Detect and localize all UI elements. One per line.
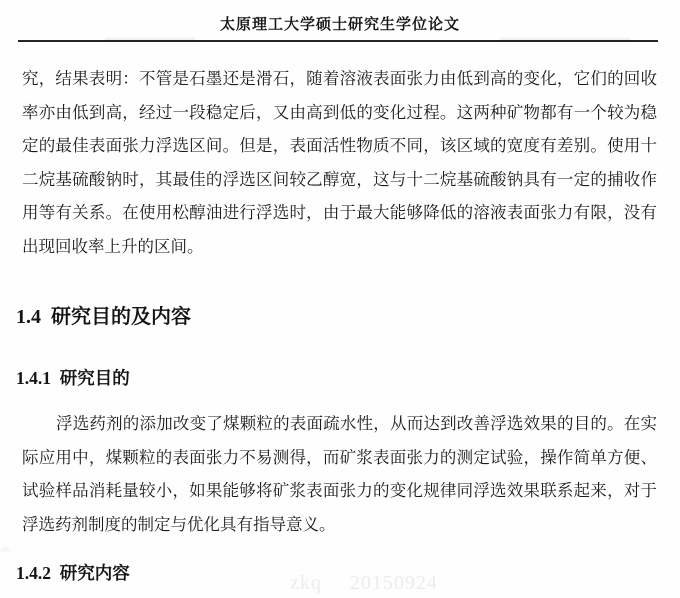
text-line: 浮选药剂的添加改变了煤颗粒的表面疏水性，从而达到改善浮选效果的目的。在实 [56, 414, 657, 433]
text-line: 率亦由低到高，经过一段稳定后，又由高到低的变化过程。这两种矿物都有一个较为稳 [22, 102, 657, 122]
watermark-date: 20150924 [349, 572, 438, 594]
scan-artifact [105, 38, 195, 40]
subsection-heading-1-4-1: 1.4.1 研究目的 [16, 368, 130, 388]
watermark [266, 549, 438, 598]
header-divider-line [18, 40, 658, 42]
text-line: 出现回收率上升的区间。 [22, 236, 204, 256]
text-line: 试验样品消耗量较小，如果能够将矿浆表面张力的变化规律同浮选效果联系起来，对于 [22, 481, 657, 500]
scan-artifact [500, 38, 630, 40]
text-line: 究，结果表明：不管是石墨还是滑石，随着溶液表面张力由低到高的变化，它们的回收 [22, 69, 657, 88]
text-line: 际应用中，煤颗粒的表面张力不易测得，而矿浆表面张力的测定试验，操作简单方便、 [22, 447, 657, 467]
page-header-title: 太原理工大学硕士研究生学位论文 [219, 17, 460, 33]
watermark-name: zkq [290, 572, 322, 594]
text-line: 用等有关系。在使用松醇油进行浮选时，由于最大能够降低的溶液表面张力有限，没有 [22, 203, 657, 222]
text-line: 浮选药剂制度的制定与优化具有指导意义。 [22, 514, 336, 534]
section-heading-1-4: 1.4 研究目的及内容 [16, 306, 191, 328]
body-paragraph-research-purpose [22, 407, 657, 541]
scan-artifact [0, 548, 12, 560]
body-paragraph-continued [22, 62, 657, 263]
text-line: 定的最佳表面张力浮选区间。但是，表面活性物质不同，该区域的宽度有差别。使用十 [22, 136, 657, 155]
text-line: 二烷基硫酸钠时，其最佳的浮选区间较乙醇宽，这与十二烷基硫酸钠具有一定的捕收作 [22, 169, 657, 189]
subsection-heading-1-4-2: 1.4.2 研究内容 [16, 563, 130, 583]
